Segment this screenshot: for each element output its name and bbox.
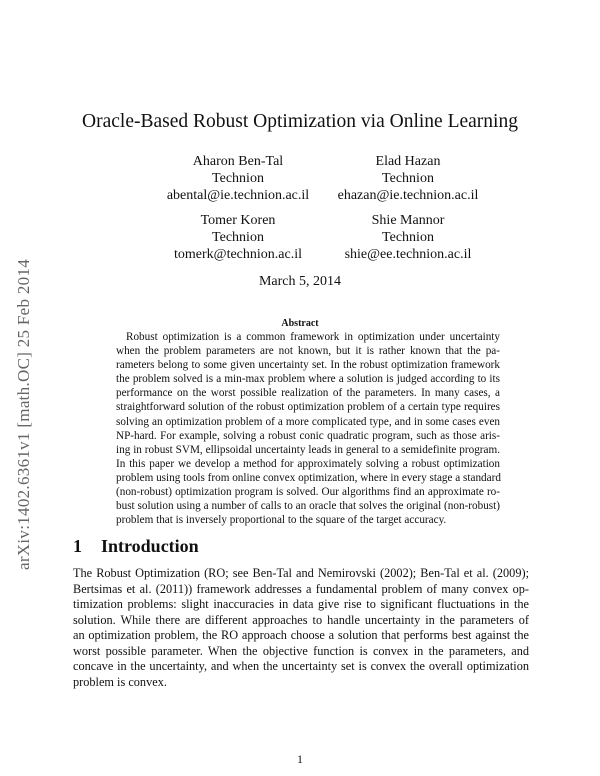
abstract-line: problem using tools from online convex optimization, where in every stage a standard — [116, 471, 501, 484]
body-line: worst possible parameter. When the objective function is convex in the parameters, and — [73, 643, 529, 658]
body-line: The Robust Optimization (RO; see Ben-Tal and Nemirovski (2002); Ben-Tal et al. (2009); — [73, 566, 529, 580]
abstract-line: when the problem parameters are not known, but it is rather known that the pa- — [116, 345, 500, 358]
author-name: Aharon Ben-Tal — [192, 154, 284, 169]
abstract-line: (non-robust) optimization program is solved. Our algorithms find an approximate ro- — [116, 486, 500, 499]
abstract-line: problem that is inversely proportional to the square of the target accuracy. — [116, 514, 447, 527]
abstract-line: the problem solved is a min-max problem where a solution is judged according to its — [116, 373, 500, 386]
abstract-line: In this paper we develop a method for approximately solving a robust optimization — [116, 457, 500, 470]
author-email: shie@ee.technion.ac.il — [344, 247, 472, 262]
body-line: concave in the uncertainty, and when the uncertainty set is convex the overall optimization — [73, 659, 529, 673]
body-line: problem is convex. — [73, 674, 167, 689]
body-line: an optimization problem, the RO approach choose a solution that performs best against the — [73, 628, 529, 642]
author-affiliation: Technion — [212, 230, 264, 245]
abstract-line: NP-hard. For example, solving a robust conic quadratic program, such as those aris- — [116, 429, 500, 442]
arxiv-identifier: arXiv:1402.6361v1 [math.OC] 25 Feb 2014 — [14, 258, 33, 570]
abstract-line: ing in robust SVM, ellipsoidal uncertainty leads in general to a semidefinite program. — [116, 443, 500, 456]
abstract-line: solving an optimization problem of a more complicated type, and in some cases even — [116, 415, 500, 428]
body-line: solution. While there are different approaches to handle uncertainty in the parameters of — [73, 612, 529, 627]
paper-title: Oracle-Based Robust Optimization via Online Learning — [82, 111, 518, 132]
author-affiliation: Technion — [212, 171, 264, 186]
publication-date: March 5, 2014 — [258, 274, 342, 289]
section-heading — [73, 536, 199, 557]
abstract-line: Robust optimization is a common framework in optimization under uncertainty — [126, 331, 500, 343]
abstract-heading: Abstract — [281, 318, 319, 329]
author-affiliation: Technion — [382, 230, 434, 245]
author-name: Shie Mannor — [371, 213, 445, 228]
body-line: timization problems: slight inaccuracies in data give rise to significant fluctuations in the — [73, 597, 529, 611]
introduction-paragraph — [73, 566, 529, 690]
author-name: Tomer Koren — [200, 213, 276, 228]
arxiv-sidebar — [12, 170, 36, 570]
abstract-line: performance on the worst possible realization of the parameters. In many cases, a — [116, 387, 500, 400]
abstract-line: rameters belong to some given uncertainty set. In the robust optimization framework — [116, 359, 500, 372]
section-title: Introduction — [101, 536, 199, 556]
author-email: ehazan@ie.technion.ac.il — [337, 188, 479, 203]
abstract-line: straightforward solution of the robust optimization problem of a certain type requires — [116, 401, 500, 414]
author-affiliation: Technion — [382, 171, 434, 186]
author-name: Elad Hazan — [375, 154, 441, 169]
page-number: 1 — [297, 752, 303, 766]
author-email: tomerk@technion.ac.il — [174, 247, 302, 262]
author-block — [298, 212, 518, 263]
abstract-line: bust solution using a number of calls to an oracle that solves the original (non-robust) — [116, 500, 500, 513]
body-line: Bertsimas et al. (2011)) framework addresses a fundamental problem of many convex op- — [73, 581, 529, 596]
author-email: abental@ie.technion.ac.il — [166, 188, 310, 203]
abstract-body — [116, 330, 500, 527]
section-number: 1 — [73, 536, 82, 556]
author-block — [298, 153, 518, 204]
